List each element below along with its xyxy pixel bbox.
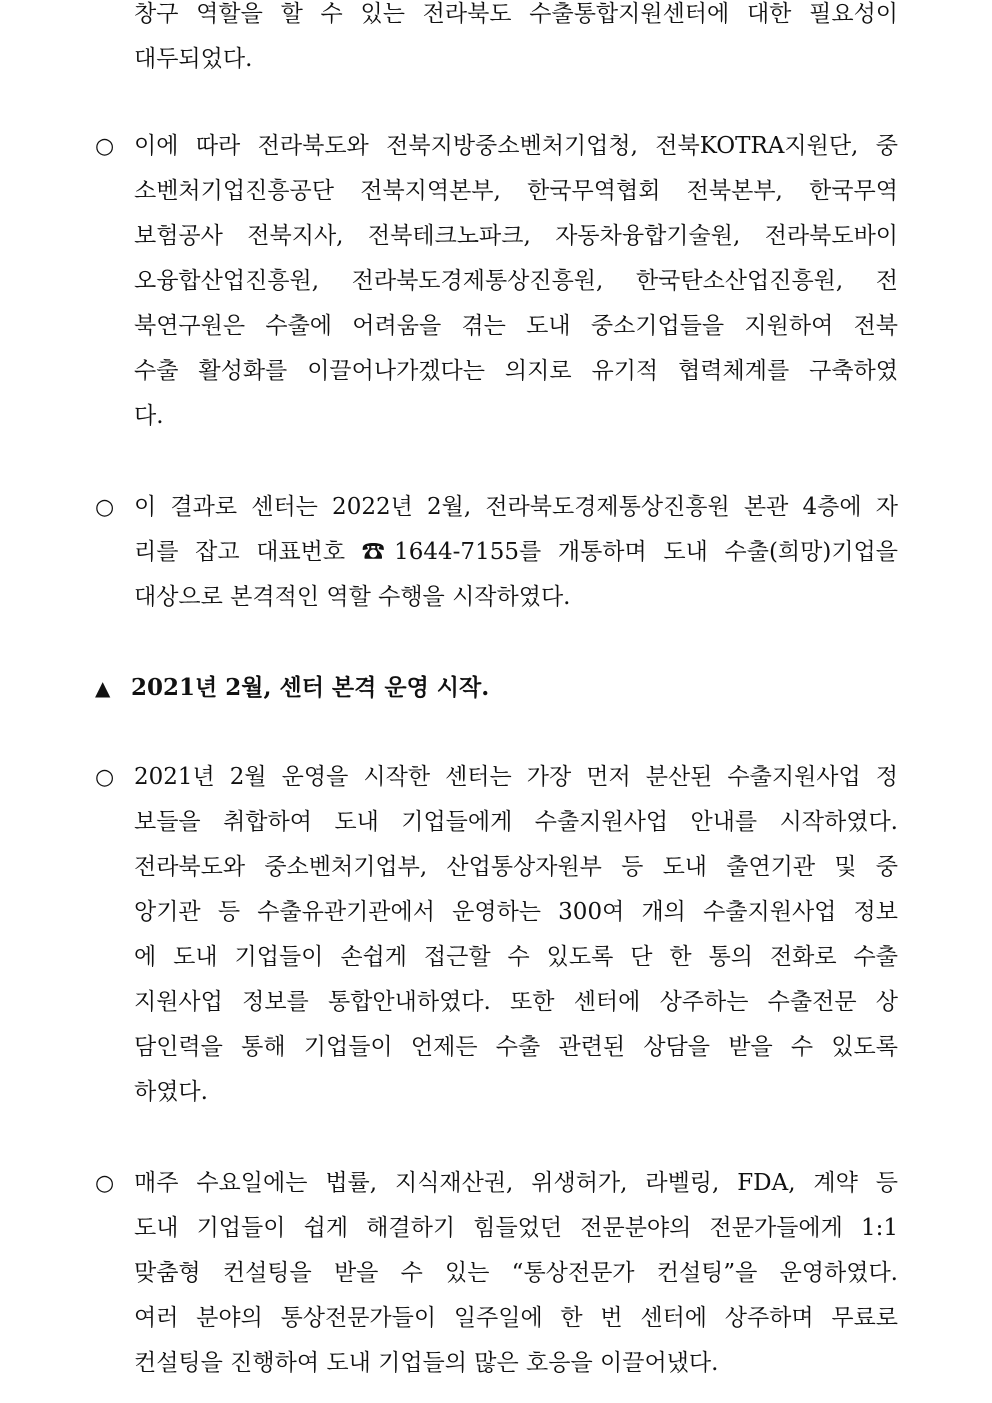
text-line: 도내 기업들이 쉽게 해결하기 힘들었던 전문분야의 전문가들에게 1:1	[134, 1215, 898, 1241]
text-line: 매주 수요일에는 법률, 지식재산권, 위생허가, 라벨링, FDA, 계약 등	[134, 1170, 898, 1196]
text-line: 오융합산업진흥원, 전라북도경제통상진흥원, 한국탄소산업진흥원, 전	[134, 268, 898, 294]
text-line: 대두되었다.	[134, 46, 253, 72]
circle-bullet-icon: ○	[95, 765, 115, 790]
text-line: 에 도내 기업들이 손쉽게 접근할 수 있도록 단 한 통의 전화로 수출	[134, 944, 898, 970]
text-line: 담인력을 통해 기업들이 언제든 수출 관련된 상담을 받을 수 있도록	[134, 1034, 898, 1060]
text-line: 보들을 취합하여 도내 기업들에게 수출지원사업 안내를 시작하였다.	[134, 809, 898, 835]
intro-continuation	[95, 0, 898, 82]
paragraph-consulting	[95, 1161, 898, 1386]
paragraph-cooperation	[95, 124, 898, 439]
paragraph-center-opening	[95, 485, 898, 620]
circle-bullet-icon: ○	[95, 495, 115, 520]
text-line: 리를 잡고 대표번호 ☎1644-7155를 개통하며 도내 수출(희망)기업을	[134, 539, 898, 565]
text-line: 북연구원은 수출에 어려움을 겪는 도내 중소기업들을 지원하여 전북	[134, 313, 899, 339]
circle-bullet-icon: ○	[95, 1171, 115, 1196]
text-line: 맞춤형 컨설팅을 받을 수 있는 “통상전문가 컨설팅”을 운영하였다.	[134, 1260, 898, 1286]
section-heading	[95, 665, 489, 710]
circle-bullet-icon: ○	[95, 134, 115, 159]
text-line: 이 결과로 센터는 2022년 2월, 전라북도경제통상진흥원 본관 4층에 자	[134, 494, 898, 520]
text-line: 컨설팅을 진행하여 도내 기업들의 많은 호응을 이끌어냈다.	[134, 1350, 719, 1376]
text-line: 다.	[134, 403, 164, 429]
text-line: 여러 분야의 통상전문가들이 일주일에 한 번 센터에 상주하며 무료로	[134, 1305, 898, 1331]
paragraph-operation-start	[95, 755, 898, 1115]
text-line: 수출 활성화를 이끌어나가겠다는 의지로 유기적 협력체계를 구축하였	[134, 358, 898, 384]
text-line: 대상으로 본격적인 역할 수행을 시작하였다.	[134, 584, 571, 610]
text-line: 하였다.	[134, 1079, 208, 1105]
triangle-bullet-icon: ▲	[95, 676, 111, 700]
text-line: 창구 역할을 할 수 있는 전라북도 수출통합지원센터에 대한 필요성이	[134, 1, 898, 27]
text-line: 앙기관 등 수출유관기관에서 운영하는 300여 개의 수출지원사업 정보	[134, 899, 898, 925]
text-line: 지원사업 정보를 통합안내하였다. 또한 센터에 상주하는 수출전문 상	[134, 989, 898, 1015]
text-line: 2021년 2월 운영을 시작한 센터는 가장 먼저 분산된 수출지원사업 정	[134, 764, 898, 790]
text-line: 소벤처기업진흥공단 전북지역본부, 한국무역협회 전북본부, 한국무역	[134, 178, 898, 204]
text-line: 이에 따라 전라북도와 전북지방중소벤처기업청, 전북KOTRA지원단, 중	[134, 133, 898, 159]
text-line: 보험공사 전북지사, 전북테크노파크, 자동차융합기술원, 전라북도바이	[134, 223, 898, 249]
section-heading-text: 2021년 2월, 센터 본격 운영 시작.	[131, 674, 490, 701]
text-line: 전라북도와 중소벤처기업부, 산업통상자원부 등 도내 출연기관 및 중	[134, 854, 898, 880]
